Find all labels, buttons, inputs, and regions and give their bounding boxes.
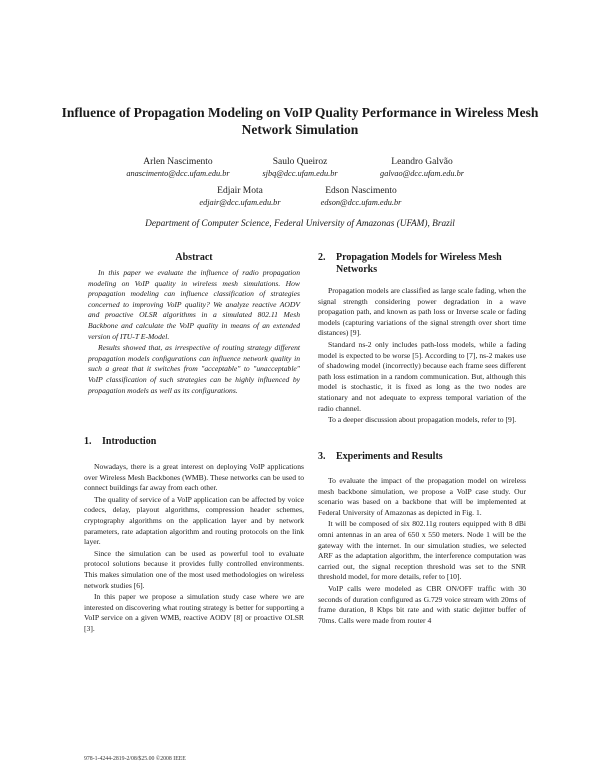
author-name: Edson Nascimento bbox=[325, 186, 397, 196]
paragraph: Standard ns-2 only includes path-loss models, while a fading model is expected to be worse [5]. According to [7], ns-2 makes use of shadowing model (incorrectly) because each frame sees different path loss estimation in a random communication. But, although this model is stochastic, it is fixed as long as the two nodes are stationary and not adequate to express temporal variation of the radio channel. bbox=[318, 339, 526, 413]
section-number: 1. bbox=[84, 436, 92, 447]
section-title: Propagation Models for Wireless Mesh Networks bbox=[336, 252, 502, 275]
author-name: Leandro Galvão bbox=[391, 157, 453, 167]
paragraph: Propagation models are classified as large scale fading, when the signal strength considering power degradation in a wave propagation path, and known as path loss or Inverse scale or fading models (capturing variations of the signal strength over short time distances) [9]. bbox=[318, 286, 526, 338]
author-email: galvao@dcc.ufam.edu.br bbox=[380, 169, 464, 178]
author-email: anascimento@dcc.ufam.edu.br bbox=[126, 169, 230, 178]
paper-title: Influence of Propagation Modeling on VoIP Quality Performance in Wireless Mesh Network Simulation bbox=[61, 105, 539, 137]
author-block bbox=[240, 157, 360, 179]
author-block bbox=[118, 157, 238, 179]
abstract-body bbox=[88, 268, 300, 397]
author-name: Saulo Queiroz bbox=[272, 157, 328, 167]
author-block bbox=[362, 157, 482, 179]
abstract-paragraph: Results showed that, as irrespective of routing strategy different propagation models configurations can influence network quality in such a great that it switches from "acceptable" to "unacceptable" VoIP classification of such strategies can be highly influenced by propagation models as well as its configurations. bbox=[88, 343, 300, 395]
paragraph: To evaluate the impact of the propagation model on wireless mesh backbone simulation, we propose a VoIP case study. Our scenario was based on a backbone that will be implemented at Federal University of Amazonas as depicted in Fig. 1. bbox=[318, 476, 526, 517]
author-name: Arlen Nascimento bbox=[143, 157, 213, 167]
section-heading-experiments bbox=[318, 451, 526, 463]
paragraph: To a deeper discussion about propagation models, refer to [9]. bbox=[328, 415, 517, 425]
author-block bbox=[301, 186, 421, 208]
introduction-body bbox=[84, 462, 304, 636]
section-heading-introduction bbox=[84, 436, 304, 448]
copyright-footer: 978-1-4244-2819-2/08/$25.00 ©2008 IEEE bbox=[84, 756, 186, 762]
author-email: sjbq@dcc.ufam.edu.br bbox=[262, 169, 338, 178]
affiliation: Department of Computer Science, Federal University of Amazonas (UFAM), Brazil bbox=[145, 219, 455, 229]
author-name: Edjair Mota bbox=[217, 186, 263, 196]
section-title: Experiments and Results bbox=[336, 451, 443, 462]
author-block bbox=[180, 186, 300, 208]
section-heading-propagation bbox=[318, 252, 526, 276]
abstract-paragraph: In this paper we evaluate the influence of radio propagation modeling on VoIP quality in wireless mesh simulations. How propagation modeling can influence classification of strategies concerned to improving VoIP quality? We analyze reactive AODV and proactive OLSR algorithms in a simulated 802.11 Mesh Backbone and calculate the VoIP quality in means of an extended version of ITU-T E-Model. bbox=[88, 268, 300, 341]
paragraph: The quality of service of a VoIP application can be affected by voice codecs, delay, playout algorithms, compression header schemes, cryptography algorithms on the application layer and by network parameters, rate adaptation algorithm and routing protocols on the link layer. bbox=[84, 494, 304, 547]
paragraph: It will be composed of six 802.11g routers equipped with 8 dBi omni antennas in an area of 650 x 550 meters. Node 1 will be the gateway with the internet. In our simulation studies, we selected ARF as the adaptation algorithm, the interference computation was carried out, the signal reception threshold was set to the SNR threshold model, for more details, refer to [10]. bbox=[318, 519, 526, 582]
paragraph: Since the simulation can be used as powerful tool to evaluate protocol solutions because it provides fully controlled environments. This makes simulation one of the most used methodologies on wireless network studies [6]. bbox=[84, 548, 304, 590]
section-title: Introduction bbox=[102, 436, 157, 447]
propagation-body bbox=[318, 286, 526, 427]
abstract-heading: Abstract bbox=[175, 252, 213, 263]
section-number: 3. bbox=[318, 451, 326, 462]
paragraph: VoIP calls were modeled as CBR ON/OFF traffic with 30 seconds of duration configured as G.729 voice stream with 20ms of frame duration, 8 Kbps bit rate and with static dejitter buffer of 70ms. Calls were made from router 4 bbox=[318, 583, 526, 625]
author-email: edjair@dcc.ufam.edu.br bbox=[199, 198, 281, 207]
paragraph: In this paper we propose a simulation study case where we are interested on discovering what routing strategy is better for supporting a VoIP service on a given WMB, reactive AODV [8] or proactive OLSR [3]. bbox=[84, 592, 304, 633]
section-number: 2. bbox=[318, 252, 326, 263]
author-email: edson@dcc.ufam.edu.br bbox=[320, 198, 402, 207]
paragraph: Nowadays, there is a great interest on deploying VoIP applications over Wireless Mesh Backbones (WMB). These networks can be used to connect buildings far away from each other. bbox=[84, 462, 304, 493]
experiments-body bbox=[318, 476, 526, 627]
